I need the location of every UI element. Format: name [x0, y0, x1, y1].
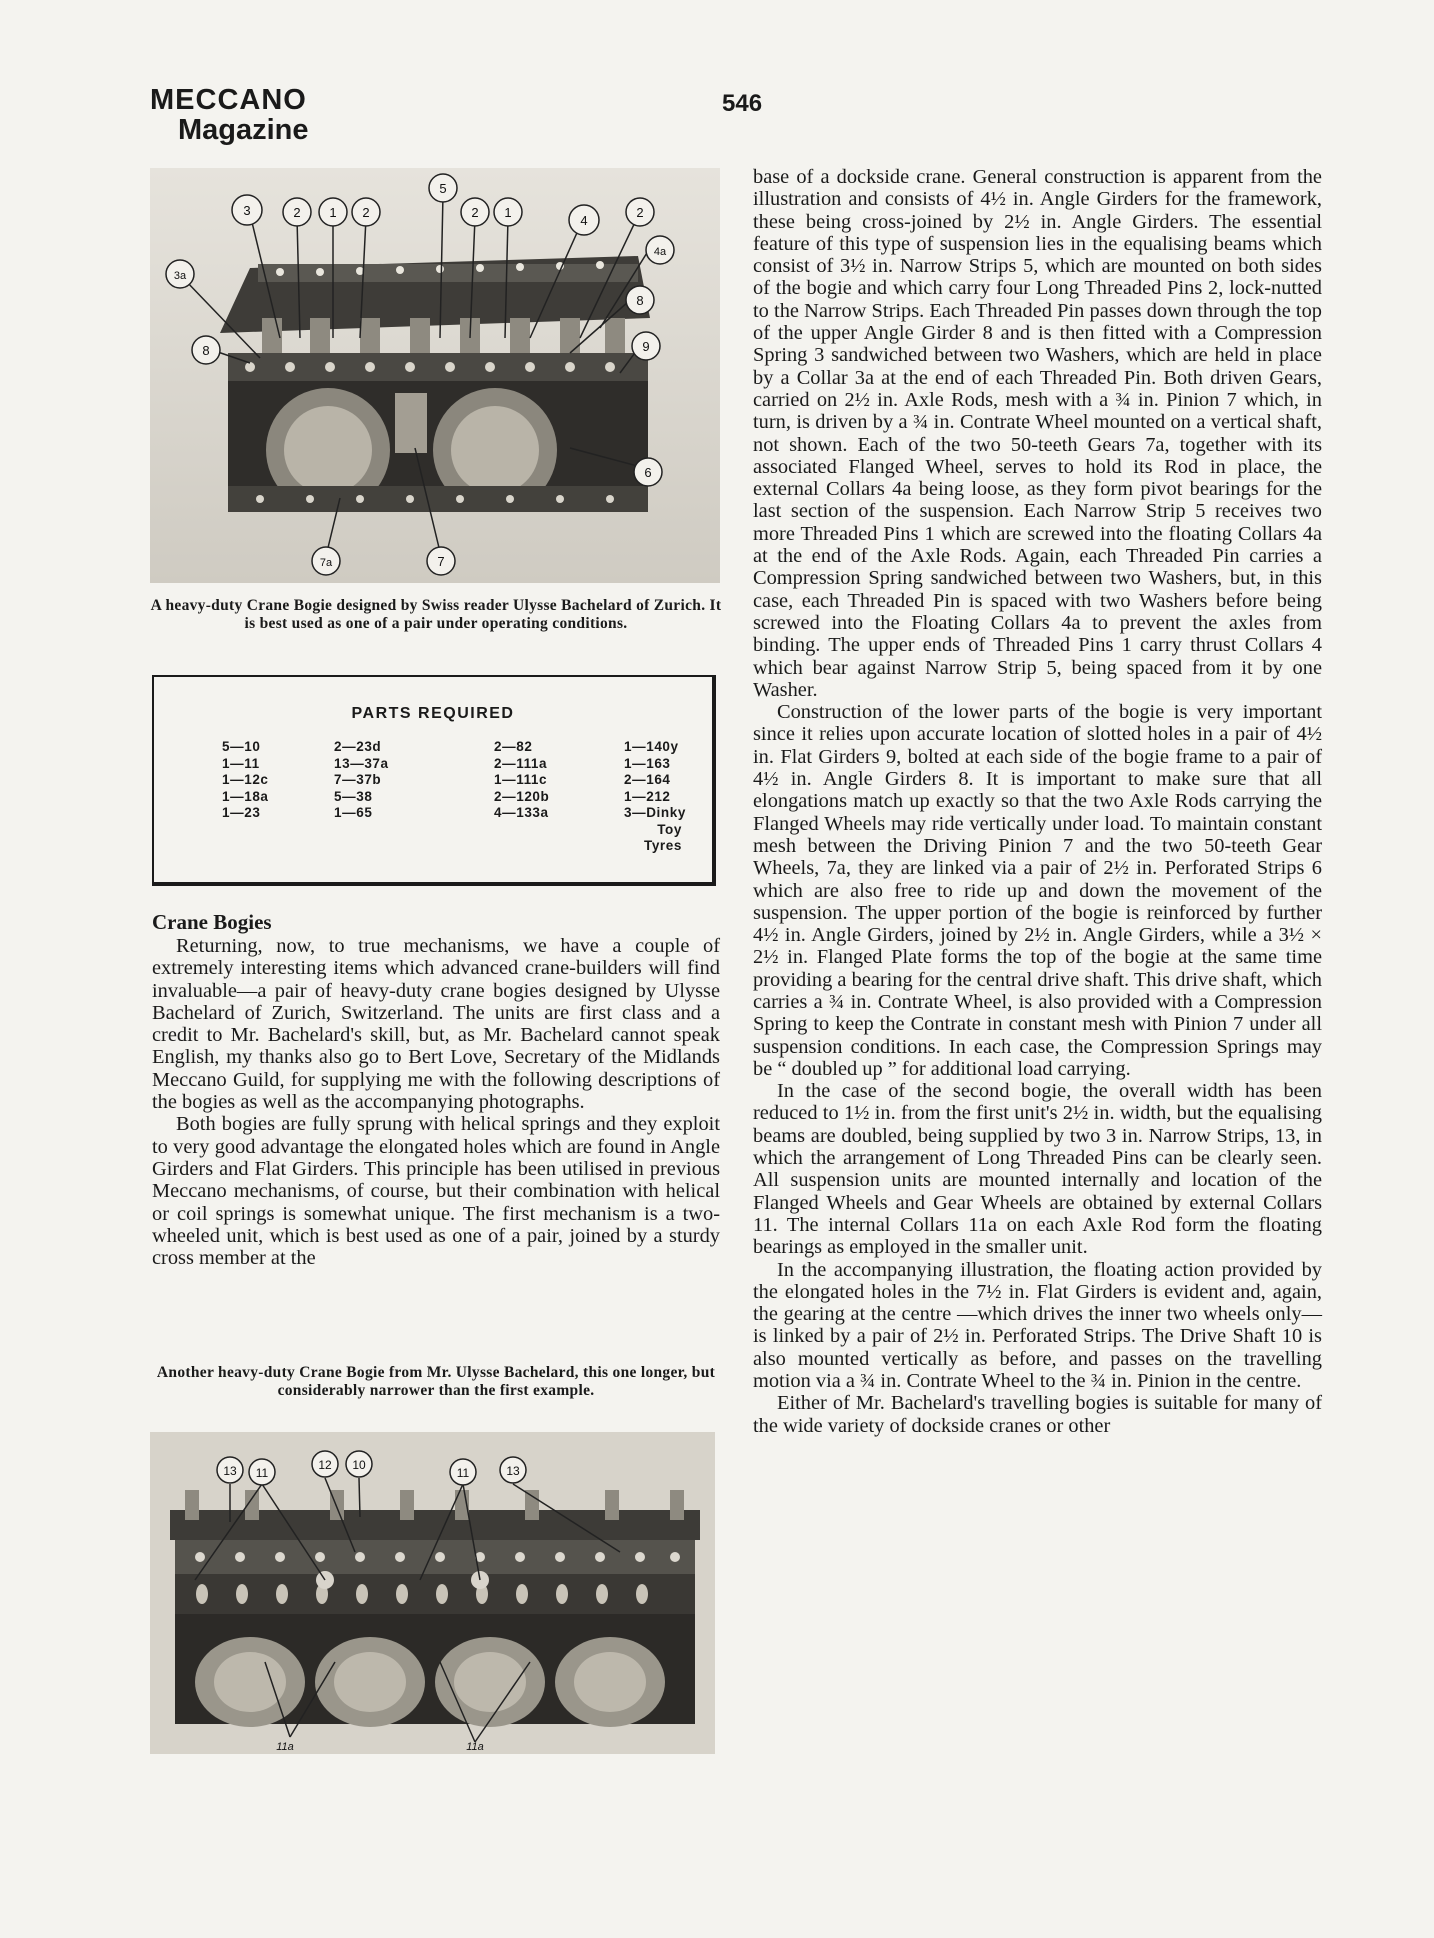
paragraph: In the accompanying illustration, the floating action provided by the elongated holes in the 7½ in. Flat Girders is evident and, again, the gearing at the centre —which drives the inner two wheels only—is linked by a pair of 2½ in. Perforated Strips. The Drive Shaft 10 is also mounted vertically as before, and passes on the travelling motion via a ¾ in. Contrate Wheel to the ¾ in. Pinion in the centre.: [753, 1258, 1322, 1393]
masthead-title: MECCANO: [150, 84, 307, 116]
paragraph: base of a dockside crane. General construction is apparent from the illustration and consists of 4½ in. Angle Girders for the framework, these being cross-joined by 2½ in. Angle Girders. The essential feature of this type of suspension lies in the equalising beams which consist of 3½ in. Narrow Strips 5, which are mounted on both sides of the bogie and which carry four Long Threaded Pins 2, lock-nutted to the Narrow Strips. Each Threaded Pin passes down through the top of the upper Angle Girder 8 and is then fitted with a Compression Spring 3 sandwiched between two Washers, which are held in place by a Collar 3a at the end of each Threaded Pin. Both driven Gears, carried on 2½ in. Axle Rods, mesh with a ¾ in. Pinion 7 which, in turn, is driven by a ¾ in. Contrate Wheel mounted on a vertical shaft, not shown. Each of the two 50-teeth Gears 7a, together with its associated Flanged Wheel, serves to hold its Rod in place, the external Collars 4a being loose, as they form pivot bearings for the last section of the suspension. Each Narrow Strip 5 receives two more Threaded Pins 1 which are screwed into the floating Collars 4a at the end of the Axle Rods. Again, each Threaded Pin carries a Compression Spring sandwiched between two Washers, but, in this case, each Threaded Pin is spaced with two Washers before being screwed into the Floating Collars 4a to prevent the axles from binding. The upper ends of Threaded Pins 1 carry thrust Collars 4 which bear against Narrow Strip 5, being spaced from it by one Washer.: [753, 166, 1322, 701]
callout-label: 9: [642, 339, 650, 354]
part-entry: 5—38: [334, 788, 373, 804]
parts-required-box: [152, 675, 716, 886]
callout-label: 1: [329, 205, 337, 220]
masthead: [150, 86, 370, 145]
paragraph: In the case of the second bogie, the overall width has been reduced to 1½ in. from the first unit's 2½ in. width, but the equalising beams are doubled, being supplied by two 3 in. Narrow Strips, 13, in which the arrangement of Long Threaded Pins can be clearly seen. All suspension units are mounted internally and location of the Flanged Wheels and Gear Wheels are obtained by external Collars 11. The internal Collars 11a on each Axle Rod form the floating bearings as employed in the smaller unit.: [753, 1080, 1322, 1259]
part-entry: 1—18a: [222, 788, 269, 804]
figure-2-caption: Another heavy-duty Crane Bogie from Mr. Ulysse Bachelard, this one longer, but considerably narrower than the first example.: [156, 1364, 716, 1399]
paragraph: Either of Mr. Bachelard's travelling bogies is suitable for many of the wide variety of dockside cranes or other: [753, 1392, 1322, 1437]
part-entry: 1—12c: [222, 772, 269, 787]
callout-label: 7a: [319, 557, 333, 569]
part-entry: 5—10: [222, 739, 261, 754]
section-heading: Crane Bogies: [152, 910, 272, 934]
crane-bogie-photo-2: [150, 1432, 715, 1754]
callout-label: 13: [223, 1464, 237, 1478]
callout-label: 7: [437, 554, 445, 569]
paragraph: Both bogies are fully sprung with helical springs and they exploit to very good advantage the elongated holes which are found in Angle Girders and Flat Girders. This principle has been utilised in previous Meccano mechanisms, of course, but their combination with helical or coil springs is somewhat unique. The first mechanism is a two-wheeled unit, which is best used as one of a pair, joined by a sturdy cross member at the: [152, 1113, 720, 1270]
part-entry: 1—111c: [494, 772, 548, 787]
figure-1-caption: A heavy-duty Crane Bogie designed by Swiss reader Ulysse Bachelard of Zurich. It is best used as one of a pair under operating conditions.: [150, 597, 722, 632]
callout-label: 3a: [173, 270, 187, 282]
crane-bogie-photo-1: [150, 168, 720, 583]
parts-column: [494, 739, 549, 822]
part-entry: 1—163: [624, 755, 671, 771]
part-entry: 1—11: [222, 755, 260, 771]
parts-column: [624, 739, 686, 855]
right-column-text: [753, 166, 1322, 1437]
part-entry: 1—212: [624, 788, 671, 804]
part-entry: 3—Dinky: [624, 805, 686, 820]
callout-label: 2: [362, 205, 370, 220]
masthead-subtitle: Magazine: [178, 113, 309, 146]
callout-label: 8: [202, 343, 210, 358]
callout-label: 2: [293, 205, 301, 220]
callout-label: 6: [644, 465, 652, 480]
part-entry: 2—120b: [494, 788, 550, 804]
callout-label: 8: [636, 293, 644, 308]
paragraph: Returning, now, to true mechanisms, we have a couple of extremely interesting items which advanced crane-builders will find invaluable—a pair of heavy-duty crane bogies designed by Ulysse Bachelard of Zurich, Switzerland. The units are first class and a credit to Mr. Bachelard's skill, but, as Mr. Bachelard cannot speak English, my thanks also go to Bert Love, Secretary of the Midlands Meccano Guild, for supplying me with the following descriptions of the bogies as well as the accompanying photographs.: [152, 935, 720, 1114]
callout-label: 13: [506, 1464, 520, 1478]
callout-label: 1: [504, 205, 512, 220]
part-entry: 2—23d: [334, 739, 382, 754]
part-entry: 2—111a: [494, 755, 548, 771]
page-number: 546: [722, 90, 763, 117]
part-entry: 1—23: [222, 805, 261, 820]
part-entry: 1—140y: [624, 739, 679, 754]
callout-label: 2: [636, 205, 644, 220]
part-entry: 13—37a: [334, 755, 389, 771]
callout-label: 4: [580, 213, 588, 228]
part-entry: 2—82: [494, 739, 533, 754]
callout-label: 11: [255, 1466, 269, 1480]
callout-label: 4a: [653, 246, 667, 258]
callout-label: 11: [456, 1466, 470, 1480]
parts-required-title: PARTS REQUIRED: [351, 705, 515, 722]
part-entry: 7—37b: [334, 772, 382, 787]
callout-label: 2: [471, 205, 479, 220]
part-entry: Toy: [657, 821, 682, 837]
parts-column: [222, 739, 269, 822]
parts-column: [334, 739, 389, 822]
callout-label: 11a: [466, 1741, 484, 1753]
part-entry: 1—65: [334, 805, 373, 820]
part-entry: 2—164: [624, 772, 671, 787]
callout-label: 5: [439, 181, 447, 196]
part-entry: 4—133a: [494, 805, 549, 820]
callout-label: 10: [352, 1458, 366, 1472]
callout-label: 3: [243, 203, 251, 218]
callout-label: 11a: [276, 1741, 294, 1753]
paragraph: Construction of the lower parts of the bogie is very important since it relies upon accurate location of slotted holes in a pair of 4½ in. Flat Girders 9, bolted at each side of the bogie frame to a pair of 4½ in. Angle Girders 8. It is important to make sure that all elongations match up exactly so that the two Axle Rods carrying the Flanged Wheels may ride vertically under load. To maintain constant mesh between the Driving Pinion 7 and the two 50-teeth Gear Wheels, 7a, they are linked via a pair of 2½ in. Perforated Strips 6 which are also free to ride up and down the movement of the suspension. The upper portion of the bogie is reinforced by further 4½ in. Angle Girders, joined by 2½ in. Angle Girders, while a 3½ × 2½ in. Flanged Plate forms the top of the bogie at the same time providing a bearing for the central drive shaft. This drive shaft, which carries a ¾ in. Contrate Wheel, is also provided with a Compression Spring to keep the Contrate in constant mesh with Pinion 7 under all suspension conditions. In each case, the Compression Springs may be “ doubled up ” for additional load carrying.: [753, 701, 1322, 1080]
left-column-text: [152, 935, 720, 1269]
part-entry: Tyres: [643, 838, 682, 853]
callout-label: 12: [318, 1458, 332, 1472]
